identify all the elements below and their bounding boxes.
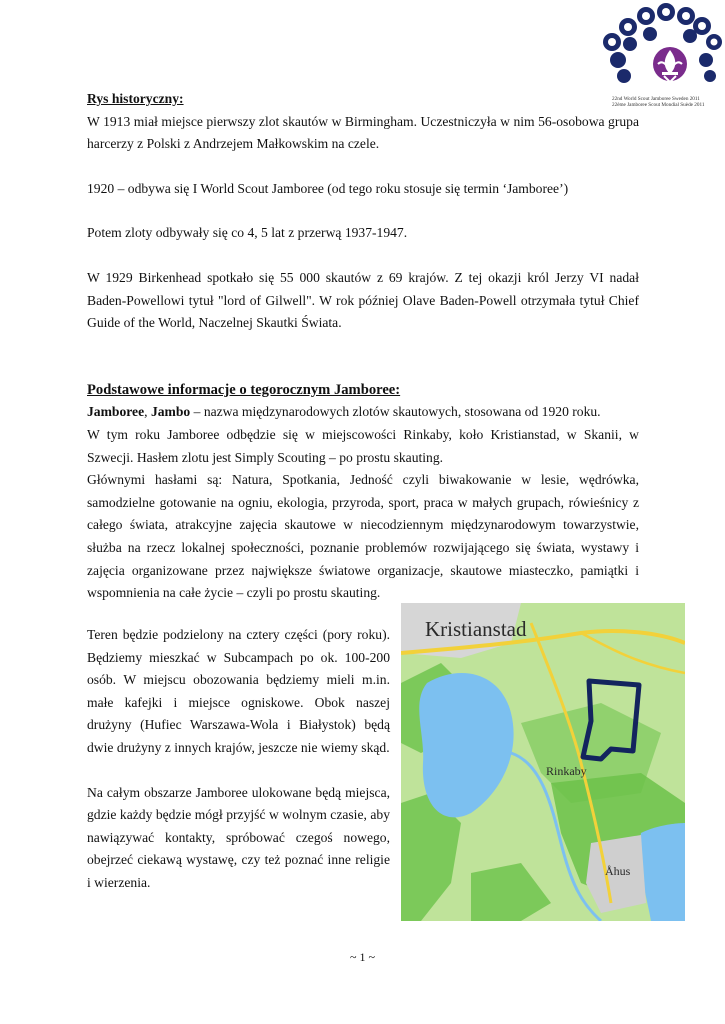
section-heading-history: Rys historyczny: [87,91,184,106]
logo-caption-line1: 22nd World Scout Jamboree Sweden 2011 [612,96,700,102]
map-label-ahus: Åhus [605,864,631,878]
term-jamboree: Jamboree [87,404,145,420]
map-label-rinkaby: Rinkaby [546,764,587,778]
paragraph-definition [87,401,639,424]
location-map [401,603,685,921]
paragraph-themes: Głównymi hasłami są: Natura, Spotkania, Jedność czyli biwakowanie w lesie, wędrówka, samodzielne gotowanie na ogniu, ekologia, przyroda, sport, praca w małych grupach, rówieśnicy z całego świata, atrakcyjne zajęcia skautowe w niecodziennym międzynarodowym towarzystwie, służba na rzecz lokalnej społeczności, poznanie problemów rozwijającego się świata, wystawy i zajęcia organizowane przez największe światowe organizacje, skautowe miasteczko, pamiątki i wspomnienia na całe życie – czyli po prostu skauting. [87,472,639,601]
paragraph-history-4: W 1929 Birkenhead spotkało się 55 000 skautów z 69 krajów. Z tej okazji król Jerzy VI nadał Baden-Powellowi tytuł "lord of Gilwell". W rok później Olave Baden-Powell otrzymała tytuł Chief Guide of the World, Naczelnej Skautki Świata. [87,269,639,331]
term-jambo: Jambo [150,404,191,420]
definition-text: – nazwa międzynarodowych zlotów skautowych, stosowana od 1920 roku. [190,404,601,420]
paragraph-location: W tym roku Jamboree odbędzie się w miejscowości Rinkaby, koło Kristianstad, w Skanii, w Szwecji. Hasłem zlotu jest Simply Scouting – po prostu skauting. [87,426,639,465]
paragraph-activities: Na całym obszarze Jamboree ulokowane będą miejsca, gdzie każdy będzie mógł przyjść w wolnym czasie, aby nawiązywać kontakty, spróbować czegoś nowego, obejrzeć ciekawą wystawę, czy też poznać inne religie i wierzenia. [87,784,390,890]
paragraph-history-2: 1920 – odbywa się I World Scout Jamboree (od tego roku stosuje się termin ‘Jamboree’) [87,180,569,196]
page-number: ~ 1 ~ [350,950,375,964]
logo-caption-line2: 22ème Jamboree Scout Mondial Suède 2011 [612,102,705,108]
paragraph-history-1: W 1913 miał miejsce pierwszy zlot skautów w Birmingham. Uczestniczyła w nim 56-osobowa grupa harcerzy z Polski z Andrzejem Małkowskim na czele. [87,113,639,152]
paragraph-campsite: Teren będzie podzielony na cztery części (pory roku). Będziemy mieszkać w Subcampach po ok. 100-200 osób. W miejscu obozowania będziemy mieli m.in. małe kafejki i miejsce ogniskowe. Obok naszej drużyny (Hufiec Warszawa-Wola i Białystok) będą dwie drużyny z innych krajów, jeszcze nie wiemy skąd. [87,627,390,755]
map-label-kristianstad: Kristianstad [425,617,527,641]
section-heading-info: Podstawowe informacje o tegorocznym Jamboree: [87,381,401,398]
term-separator: , [144,404,151,420]
paragraph-history-3: Potem zloty odbywały się co 4, 5 lat z przerwą 1937-1947. [87,225,408,241]
main-content [87,88,639,605]
lower-text-column [87,624,390,895]
